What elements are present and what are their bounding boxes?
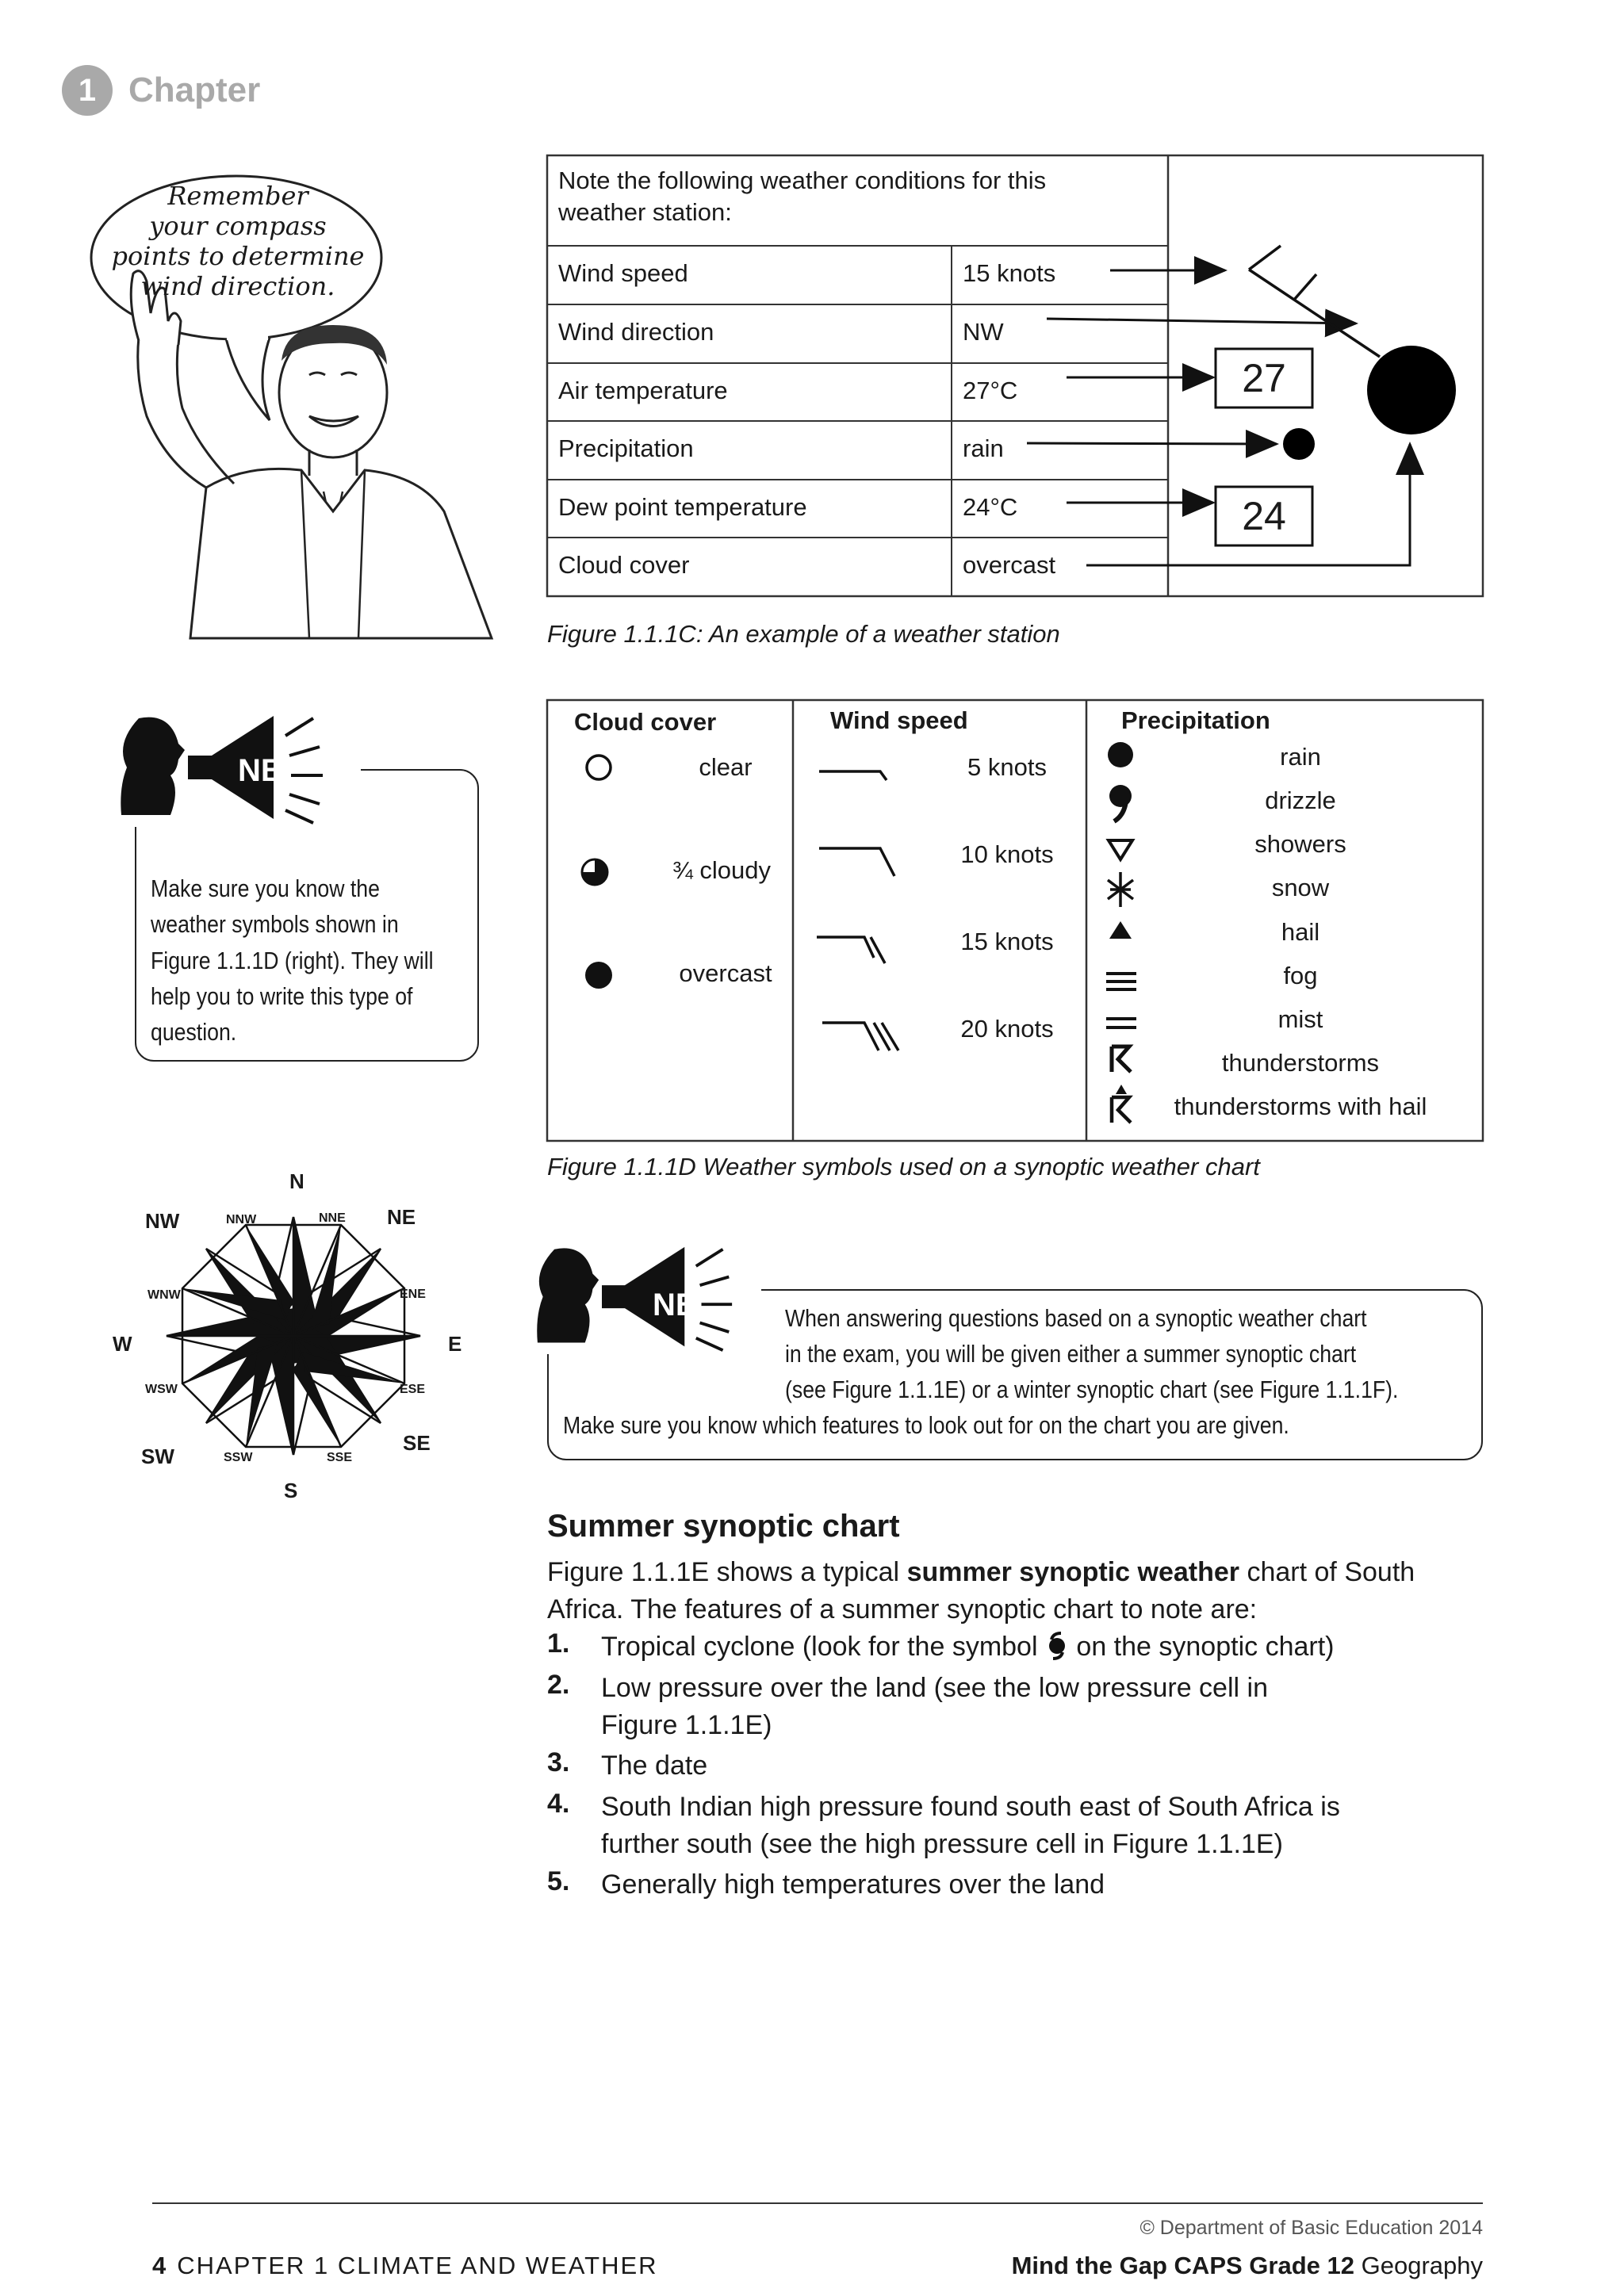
station-label-precipitation: Precipitation — [558, 434, 694, 462]
precip-label-showers: showers — [1254, 830, 1346, 858]
station-table-frame — [0, 0, 1624, 634]
list-number: 4. — [547, 1789, 570, 1819]
chapter-label: Chapter — [128, 71, 261, 109]
nb2-line: When answering questions based on a synoptic weather chart — [785, 1304, 1367, 1332]
station-value-precipitation: rain — [963, 434, 1004, 462]
footer-divider — [152, 2202, 1483, 2204]
list-text: Figure 1.1.1E) — [601, 1709, 772, 1740]
megaphone-icon — [531, 1243, 761, 1354]
header-wind-speed: Wind speed — [830, 706, 968, 734]
intro-text: chart of South — [1239, 1557, 1415, 1587]
chapter-number-badge: 1 — [62, 65, 113, 116]
precip-label-mist: mist — [1277, 1005, 1323, 1033]
intro-bold: summer synoptic weather — [906, 1557, 1240, 1587]
compass-ene: ENE — [400, 1288, 426, 1301]
compass-sse: SSE — [327, 1451, 353, 1464]
station-value-dew-point: 24°C — [963, 493, 1018, 521]
page-number: 4 — [152, 2252, 168, 2279]
nb-callout-1-text — [151, 871, 434, 1050]
header-cloud-cover: Cloud cover — [574, 708, 717, 736]
list-text: Low pressure over the land (see the low pressure cell in — [601, 1673, 1268, 1703]
list-text: Tropical cyclone (look for the symbol — [601, 1632, 1038, 1662]
megaphone-icon — [115, 712, 353, 827]
list-text: on the synoptic chart) — [1076, 1632, 1335, 1662]
station-label-wind-speed: Wind speed — [558, 259, 688, 287]
dew-point-box-value: 24 — [1242, 494, 1286, 538]
nb1-line: help you to write this type of — [151, 982, 413, 1010]
compass-s: S — [284, 1479, 298, 1502]
nb2-line: (see Figure 1.1.1E) or a winter synoptic chart (see Figure 1.1.1F). — [785, 1376, 1399, 1403]
station-value-wind-speed: 15 knots — [963, 259, 1056, 287]
precip-label-rain: rain — [1280, 743, 1321, 771]
precip-label-snow: snow — [1271, 874, 1330, 901]
list-item — [601, 1670, 1268, 1744]
station-intro-line: Note the following weather conditions for this — [558, 166, 1047, 194]
speech-line: your compass — [149, 211, 327, 241]
nb1-line: question. — [151, 1018, 237, 1046]
compass-nnw: NNW — [226, 1213, 257, 1226]
compass-ne: NE — [387, 1205, 416, 1229]
precip-label-fog: fog — [1283, 962, 1318, 989]
nb-badge-2: NB — [653, 1288, 699, 1322]
nb1-line: Figure 1.1.1D (right). They will — [151, 946, 434, 974]
subject: Geography — [1361, 2252, 1483, 2279]
list-text: Generally high temperatures over the land — [601, 1869, 1105, 1900]
compass-nne: NNE — [319, 1211, 346, 1225]
list-text: further south (see the high pressure cell in Figure 1.1.1E) — [601, 1828, 1283, 1859]
station-value-air-temperature: 27°C — [963, 377, 1018, 404]
speech-line: points to determine — [111, 241, 365, 271]
station-label-wind-direction: Wind direction — [558, 318, 714, 346]
station-value-cloud-cover: overcast — [963, 551, 1056, 579]
wind-label-20: 20 knots — [960, 1015, 1054, 1043]
cloud-label-clear: clear — [699, 753, 753, 781]
footer-series — [1012, 2252, 1483, 2280]
nb-badge-1: NB — [238, 753, 284, 788]
precip-label-hail: hail — [1281, 918, 1320, 946]
compass-n: N — [289, 1169, 304, 1193]
cloud-label-three-quarters: ¾ cloudy — [672, 856, 772, 884]
cloud-label-overcast: overcast — [679, 959, 772, 987]
series-title: Mind the Gap CAPS Grade 12 — [1011, 2252, 1354, 2279]
list-item — [601, 1789, 1340, 1863]
list-number: 5. — [547, 1866, 570, 1896]
station-intro — [558, 165, 1046, 229]
list-text: The date — [601, 1751, 708, 1781]
list-item — [601, 1628, 1334, 1666]
copyright-notice: © Department of Basic Education 2014 — [1139, 2217, 1483, 2239]
list-item — [601, 1747, 707, 1785]
precip-label-thunderstorms-hail: thunderstorms with hail — [1174, 1093, 1427, 1120]
compass-wnw: WNW — [147, 1288, 181, 1302]
summer-intro-line-1 — [547, 1554, 1487, 1591]
footer-chapter — [152, 2252, 658, 2280]
wind-label-10: 10 knots — [960, 840, 1054, 868]
nb1-line: Make sure you know the — [151, 874, 380, 902]
list-text: South Indian high pressure found south east of South Africa is — [601, 1792, 1340, 1822]
figure-caption-1d: Figure 1.1.1D Weather symbols used on a synoptic weather chart — [547, 1153, 1260, 1181]
wind-label-15: 15 knots — [960, 928, 1054, 955]
wind-label-5: 5 knots — [967, 753, 1047, 781]
precip-label-drizzle: drizzle — [1265, 786, 1336, 814]
drizzle-symbol — [1109, 785, 1132, 821]
list-number: 1. — [547, 1628, 570, 1659]
tropical-cyclone-icon — [1045, 1632, 1069, 1660]
summer-intro-line-2: Africa. The features of a summer synoptic chart to note are: — [547, 1594, 1258, 1624]
speech-line: wind direction. — [140, 271, 335, 301]
header-precipitation: Precipitation — [1121, 706, 1270, 734]
compass-ssw: SSW — [224, 1451, 253, 1464]
station-value-wind-direction: NW — [963, 318, 1004, 346]
station-label-dew-point: Dew point temperature — [558, 493, 807, 521]
compass-sw: SW — [141, 1445, 174, 1468]
chapter-title: CHAPTER 1 CLIMATE AND WEATHER — [177, 2252, 658, 2279]
speech-line: Remember — [167, 181, 308, 211]
compass-se: SE — [403, 1431, 431, 1455]
compass-wsw: WSW — [145, 1383, 178, 1396]
nb2-line: Make sure you know which features to look out for on the chart you are given. — [563, 1411, 1289, 1439]
compass-ese: ESE — [400, 1383, 426, 1396]
list-number: 3. — [547, 1747, 570, 1777]
list-number: 2. — [547, 1670, 570, 1700]
station-intro-line: weather station: — [558, 198, 732, 227]
compass-nw: NW — [145, 1209, 180, 1233]
nb1-line: weather symbols shown in — [151, 910, 399, 939]
figure-caption-1c: Figure 1.1.1C: An example of a weather station — [547, 620, 1060, 648]
intro-text: Figure 1.1.1E shows a typical — [547, 1557, 907, 1587]
station-label-cloud-cover: Cloud cover — [558, 551, 690, 579]
compass-e: E — [448, 1332, 462, 1356]
nb2-line: in the exam, you will be given either a summer synoptic chart — [785, 1340, 1357, 1368]
precip-label-thunderstorms: thunderstorms — [1221, 1049, 1380, 1077]
section-heading: Summer synoptic chart — [547, 1509, 900, 1544]
compass-w: W — [113, 1332, 132, 1356]
list-item — [601, 1866, 1105, 1904]
station-label-air-temperature: Air temperature — [558, 377, 728, 404]
air-temp-box-value: 27 — [1242, 356, 1286, 400]
